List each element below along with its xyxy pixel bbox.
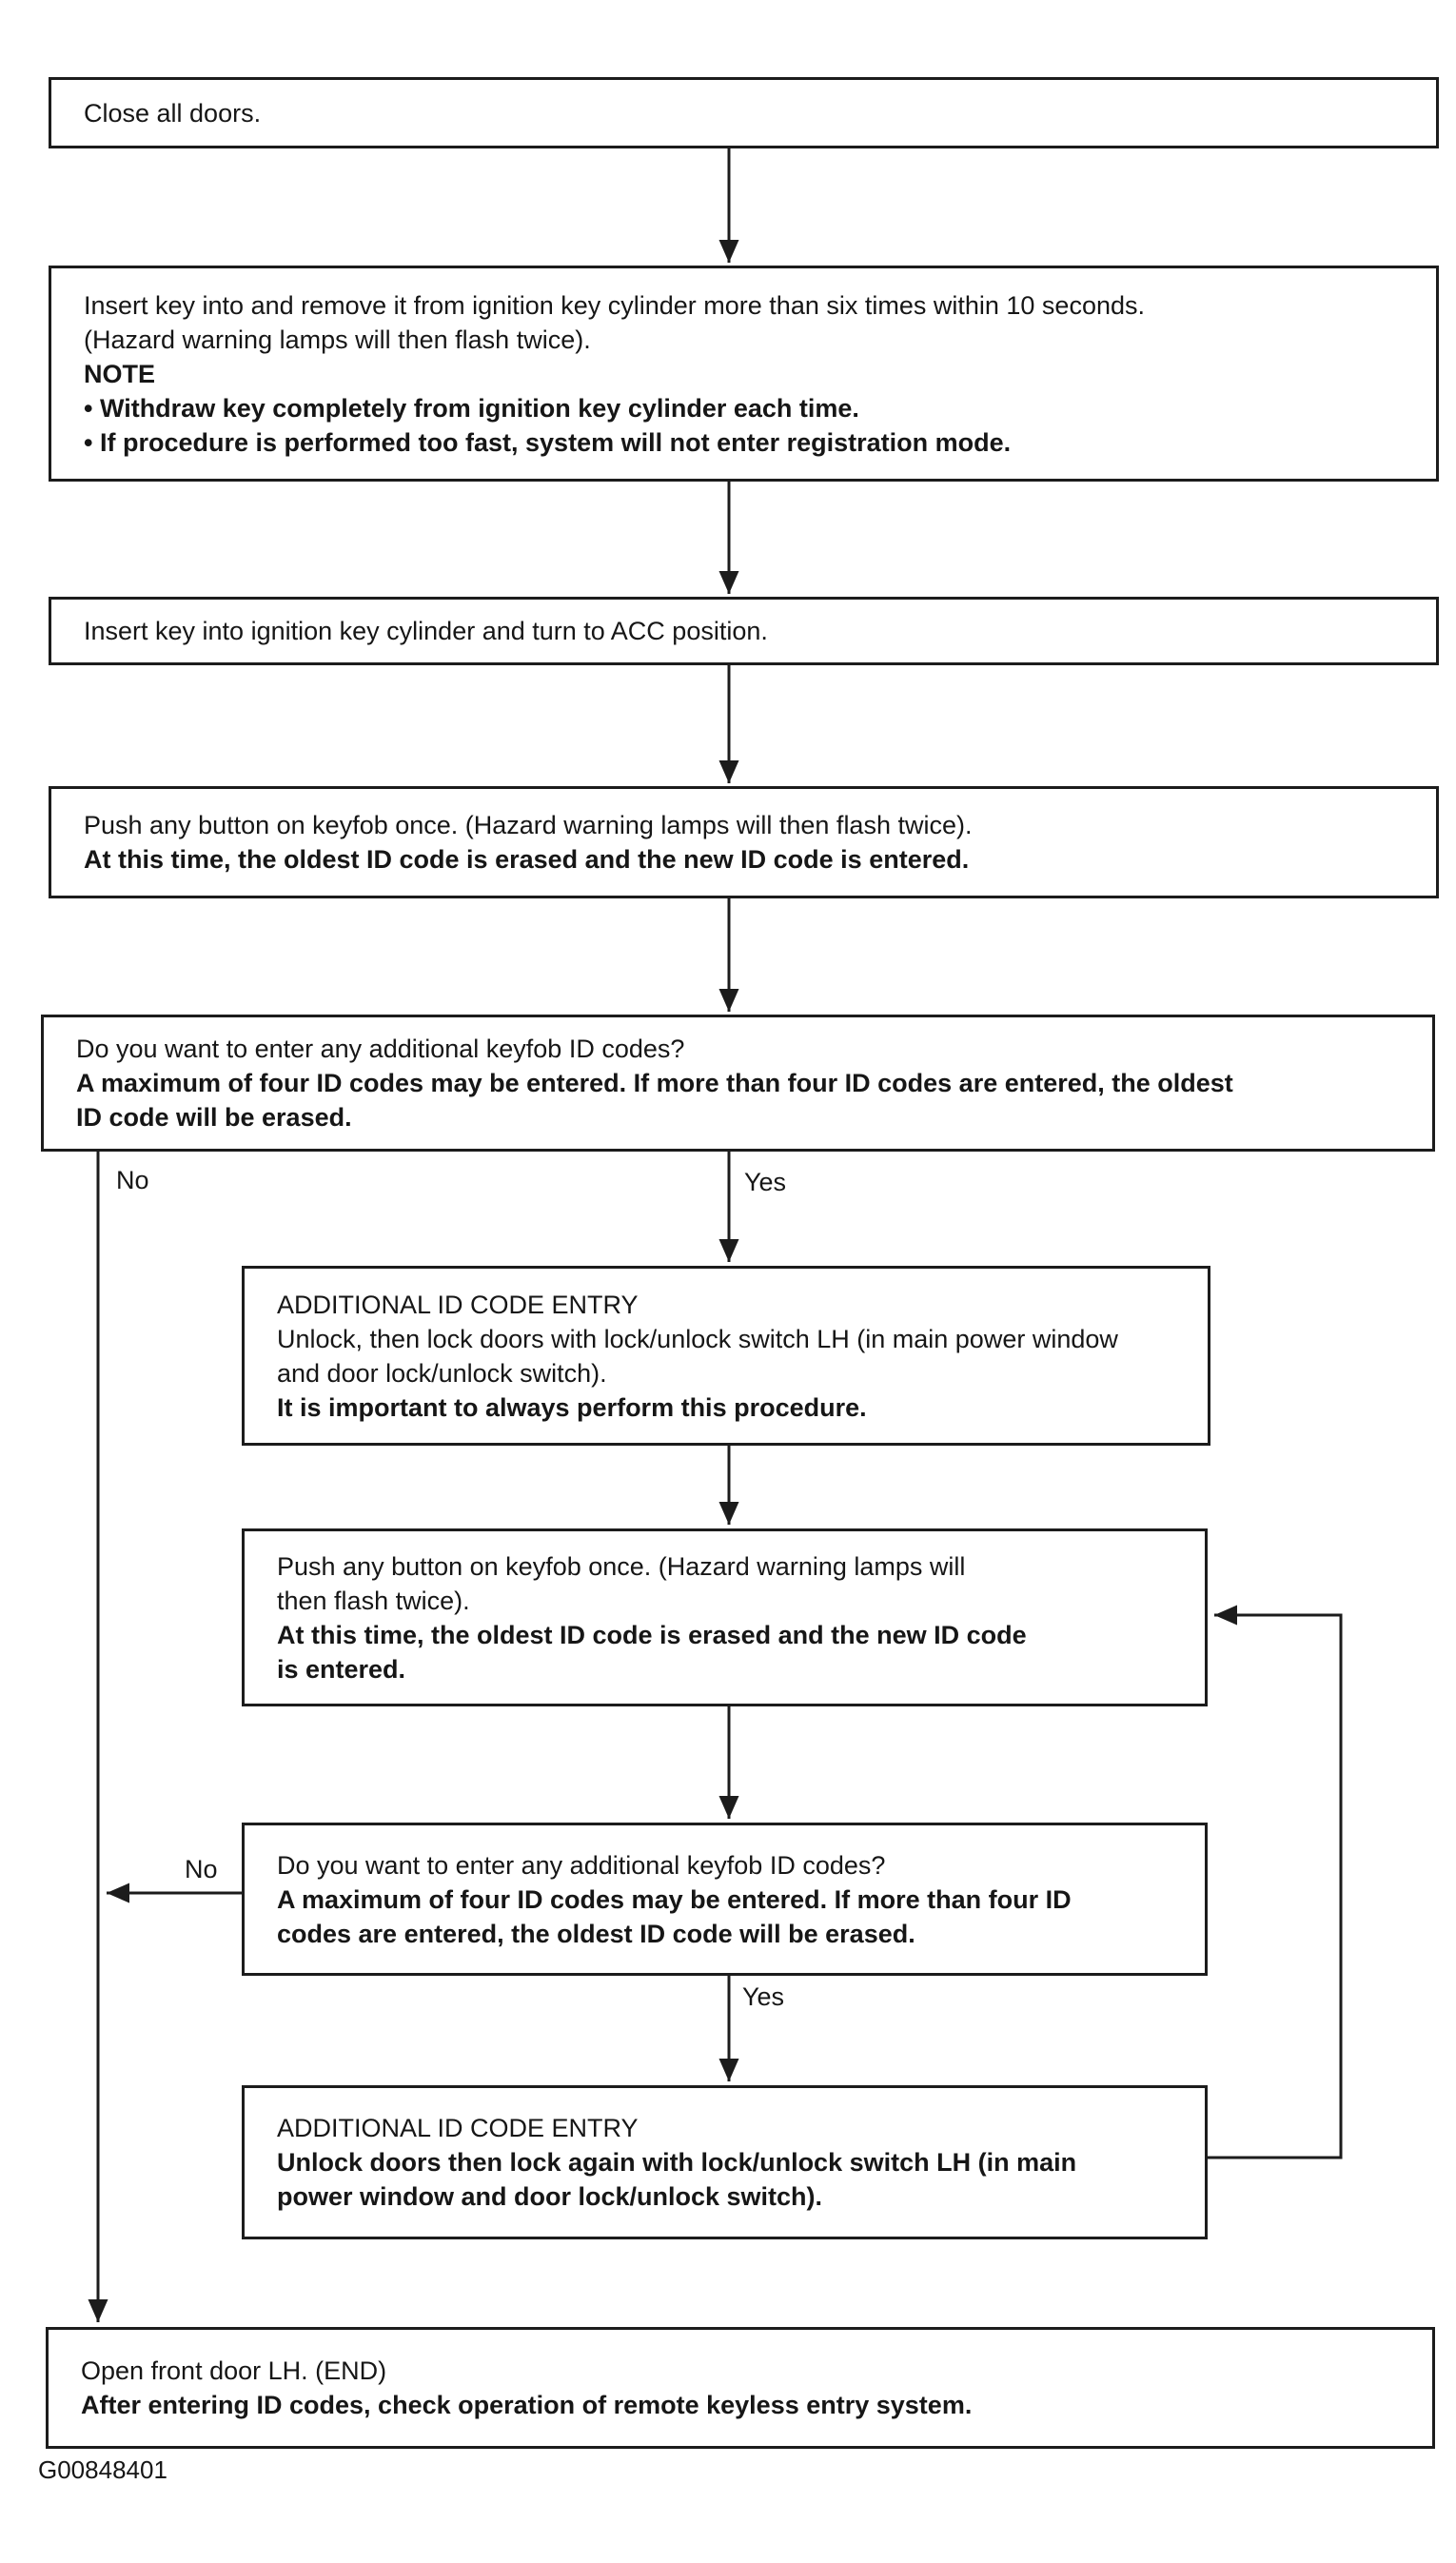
box-line: then flash twice).	[277, 1586, 470, 1615]
box-line: Insert key into ignition key cylinder and turn to ACC position.	[84, 617, 768, 645]
box-line: Push any button on keyfob once. (Hazard warning lamps will then flash twice).	[84, 811, 973, 839]
box-line: It is important to always perform this procedure.	[277, 1392, 867, 1422]
box-line: Insert key into and remove it from ignition key cylinder more than six times within 10 seconds.	[84, 290, 1145, 320]
box-line: ID code will be erased.	[76, 1103, 352, 1132]
box-line: At this time, the oldest ID code is erased and the new ID code	[277, 1620, 1027, 1649]
flow-decision-additional-codes-first	[41, 1015, 1435, 1152]
box-line: Do you want to enter any additional keyfob ID codes?	[76, 1035, 685, 1063]
flow-step-push-button-second	[242, 1528, 1208, 1706]
flow-step-insert-remove-key	[49, 266, 1439, 482]
flow-step-insert-key-acc	[49, 597, 1439, 665]
flow-decision-additional-codes-second	[242, 1823, 1208, 1976]
box-line: ADDITIONAL ID CODE ENTRY	[277, 2114, 639, 2142]
box-line: A maximum of four ID codes may be entered. If more than four ID codes are entered, the oldest	[76, 1069, 1233, 1097]
connector-loop-entry-second-to-push-button-second	[1208, 1615, 1341, 2158]
box-line: Push any button on keyfob once. (Hazard warning lamps will	[277, 1551, 966, 1581]
box-line: • Withdraw key completely from ignition key cylinder each time.	[84, 393, 859, 423]
box-line: power window and door lock/unlock switch).	[277, 2182, 823, 2211]
box-line: Do you want to enter any additional keyfob ID codes?	[277, 1850, 886, 1880]
branch-label-yes-second: Yes	[738, 1981, 788, 2012]
box-line: Close all doors.	[84, 98, 262, 128]
box-line: (Hazard warning lamps will then flash twice).	[84, 325, 591, 354]
flow-step-push-button-first	[49, 786, 1439, 898]
box-line: Unlock doors then lock again with lock/unlock switch LH (in main	[277, 2148, 1077, 2177]
flow-step-close-doors	[49, 77, 1439, 148]
box-line: At this time, the oldest ID code is erased and the new ID code is entered.	[84, 845, 970, 874]
box-line: A maximum of four ID codes may be entered. If more than four ID	[277, 1884, 1072, 1914]
box-line: • If procedure is performed too fast, system will not enter registration mode.	[84, 427, 1012, 457]
figure-code: G00848401	[38, 2455, 167, 2484]
box-line: After entering ID codes, check operation of remote keyless entry system.	[81, 2391, 973, 2419]
box-line: Unlock, then lock doors with lock/unlock switch LH (in main power window	[277, 1324, 1118, 1353]
flow-step-additional-entry-second	[242, 2085, 1208, 2239]
branch-label-yes-first: Yes	[740, 1167, 790, 1197]
flow-step-additional-entry-first	[242, 1266, 1210, 1446]
box-line: codes are entered, the oldest ID code will be erased.	[277, 1919, 915, 1948]
box-line: is entered.	[277, 1654, 406, 1684]
box-line: Open front door LH. (END)	[81, 2356, 387, 2385]
box-line: ADDITIONAL ID CODE ENTRY	[277, 1290, 639, 1319]
box-line: and door lock/unlock switch).	[277, 1358, 607, 1388]
branch-label-no-second: No	[181, 1854, 222, 1884]
box-line: NOTE	[84, 359, 156, 388]
branch-label-no-first: No	[112, 1165, 153, 1195]
flow-step-open-door-end	[46, 2327, 1435, 2449]
